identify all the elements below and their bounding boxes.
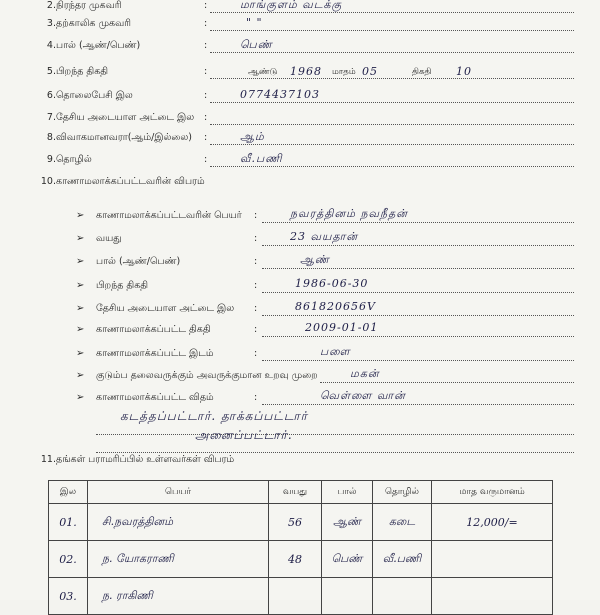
field-number: 9. <box>46 154 56 165</box>
cell-occupation: வீ.பணி <box>373 541 432 578</box>
field-value: 0774437103 <box>240 88 320 101</box>
section-11-number: 11. <box>40 454 56 465</box>
table-row <box>49 541 553 578</box>
dotted-line <box>210 124 574 125</box>
handwritten-extra-line-2: அனைப்பட்டார். <box>195 428 293 442</box>
cell-occupation: கடை <box>373 504 432 541</box>
cell-gender: பெண் <box>322 541 373 578</box>
field-colon: : <box>254 303 258 314</box>
cell-age <box>269 578 322 615</box>
arrow-icon: ➢ <box>76 210 85 221</box>
arrow-icon: ➢ <box>76 303 85 314</box>
field-value: ஆம் <box>240 130 265 143</box>
dotted-line <box>320 382 574 383</box>
dependents-table <box>48 480 553 615</box>
field-value: மாங்குளம் வடக்கு <box>240 0 343 11</box>
missing-person-label: காணாமலாக்கப்பட்ட விதம் <box>96 392 214 403</box>
handwritten-extra-line-1: கடத்தப்பட்டார். தாக்கப்பட்டார் <box>120 409 308 423</box>
dotted-line <box>210 102 574 103</box>
arrow-icon: ➢ <box>76 256 85 267</box>
field-value: பெண் <box>240 38 273 51</box>
dotted-line <box>262 292 574 293</box>
missing-person-label: காணாமலாக்கப்பட்ட திகதி <box>96 324 211 335</box>
cell-no: 02. <box>49 541 88 578</box>
field-colon: : <box>204 132 208 143</box>
cell-name: ந. ராகிணி <box>88 578 269 615</box>
cell-name: ந. யோகராணி <box>88 541 269 578</box>
field-colon: : <box>204 112 208 123</box>
field-colon: : <box>204 18 208 29</box>
table-header-row <box>49 481 553 504</box>
birth-date-year_label: ஆண்டு <box>248 67 278 77</box>
missing-person-label: குடும்ப தலைவருக்கும் அவருக்குமான உறவு முறை <box>96 370 318 381</box>
field-colon: : <box>254 348 258 359</box>
field-value: வீ.பணி <box>240 152 283 165</box>
missing-person-label: தேசிய அடையாள அட்டை இல <box>96 303 235 314</box>
field-colon: : <box>204 40 208 51</box>
cell-gender: ஆண் <box>322 504 373 541</box>
missing-person-value: 23 வயதான் <box>290 230 359 243</box>
arrow-icon: ➢ <box>76 348 85 359</box>
column-header-name: பெயர் <box>88 481 269 504</box>
cell-occupation <box>373 578 432 615</box>
arrow-icon: ➢ <box>76 233 85 244</box>
missing-person-label: பிறந்த திகதி <box>96 280 149 291</box>
missing-person-label: காணாமலாக்கப்பட்ட இடம் <box>96 348 214 359</box>
column-header-occupation: தொழில் <box>373 481 432 504</box>
dotted-line <box>262 315 574 316</box>
cell-income <box>432 578 553 615</box>
birth-date-month-value: 05 <box>362 65 378 78</box>
section-10-number: 10. <box>40 176 56 187</box>
arrow-icon: ➢ <box>76 280 85 291</box>
table-body <box>49 504 553 615</box>
dotted-line <box>262 336 574 337</box>
field-number: 3. <box>46 18 56 29</box>
dotted-line <box>96 434 574 435</box>
field-number: 4. <box>46 40 56 51</box>
field-colon: : <box>254 392 258 403</box>
cell-no: 03. <box>49 578 88 615</box>
field-colon: : <box>204 66 208 77</box>
column-header-no: இல <box>49 481 88 504</box>
dotted-line <box>210 30 574 31</box>
dotted-line <box>210 78 574 79</box>
arrow-icon: ➢ <box>76 392 85 403</box>
dotted-line <box>262 222 574 223</box>
field-colon: : <box>204 154 208 165</box>
cell-age: 56 <box>269 504 322 541</box>
dotted-line <box>262 268 574 269</box>
birth-date-month_label: மாதம் <box>332 67 356 77</box>
field-colon: : <box>254 210 258 221</box>
missing-person-value: ஆண் <box>300 253 330 266</box>
field-colon: : <box>254 233 258 244</box>
field-label: தொழில் <box>56 154 92 165</box>
missing-person-value: 2009-01-01 <box>305 321 379 334</box>
dotted-line <box>262 404 574 405</box>
column-header-gender: பால் <box>322 481 373 504</box>
section-11-title: தங்கள் பராமரிப்பில் உள்ளவர்கள் விபரம் <box>56 454 235 465</box>
missing-person-value: மகன் <box>350 367 380 380</box>
missing-person-label: பால் (ஆண்/பெண்) <box>96 256 181 267</box>
field-number: 7. <box>46 112 56 123</box>
missing-person-value: 1986-06-30 <box>295 277 369 290</box>
field-value: " " <box>246 16 263 29</box>
column-header-age: வயது <box>269 481 322 504</box>
field-label: தொலைபேசி இல <box>56 90 133 101</box>
table-row <box>49 504 553 541</box>
birth-date-day_label: திகதி <box>412 67 432 77</box>
birth-date-day-value: 10 <box>456 65 472 78</box>
section-10-title: காணாமலாக்கப்பட்டவரின் விபரம் <box>56 176 205 187</box>
field-colon: : <box>204 90 208 101</box>
field-label: பால் (ஆண்/பெண்) <box>56 40 141 51</box>
field-label: நிரந்தர முகவரி <box>56 0 122 11</box>
table-row <box>49 578 553 615</box>
field-number: 8. <box>46 132 56 143</box>
field-colon: : <box>204 0 208 11</box>
missing-person-value: நவரத்தினம் நவநீதன் <box>290 207 408 220</box>
field-label: தற்காலிக முகவரி <box>56 18 132 29</box>
missing-person-value: 861820656V <box>295 300 376 313</box>
cell-age: 48 <box>269 541 322 578</box>
field-colon: : <box>254 324 258 335</box>
arrow-icon: ➢ <box>76 324 85 335</box>
cell-gender <box>322 578 373 615</box>
field-colon: : <box>254 280 258 291</box>
arrow-icon: ➢ <box>76 370 85 381</box>
missing-person-value: பளை <box>320 345 351 358</box>
dotted-line <box>262 245 574 246</box>
field-label: தேசிய அடையாள அட்டை இல <box>56 112 195 123</box>
field-colon: : <box>254 256 258 267</box>
field-label: விவாகமானவரா(ஆம்/இல்லை) <box>56 132 192 143</box>
missing-person-value: வெள்ளை வான் <box>320 389 406 402</box>
missing-person-label: காணாமலாக்கப்பட்டவரின் பெயர் <box>96 210 242 221</box>
missing-person-label: வயது <box>96 233 122 244</box>
birth-date-year-value: 1968 <box>290 65 322 78</box>
field-number: 6. <box>46 90 56 101</box>
cell-income: 12,000/= <box>432 504 553 541</box>
cell-income <box>432 541 553 578</box>
column-header-monthly-income: மாத வருமானம் <box>432 481 553 504</box>
field-label: பிறந்த திகதி <box>56 66 109 77</box>
cell-name: சி.நவரத்தினம் <box>88 504 269 541</box>
field-number: 2. <box>46 0 56 11</box>
cell-no: 01. <box>49 504 88 541</box>
dotted-line <box>262 360 574 361</box>
field-number: 5. <box>46 66 56 77</box>
